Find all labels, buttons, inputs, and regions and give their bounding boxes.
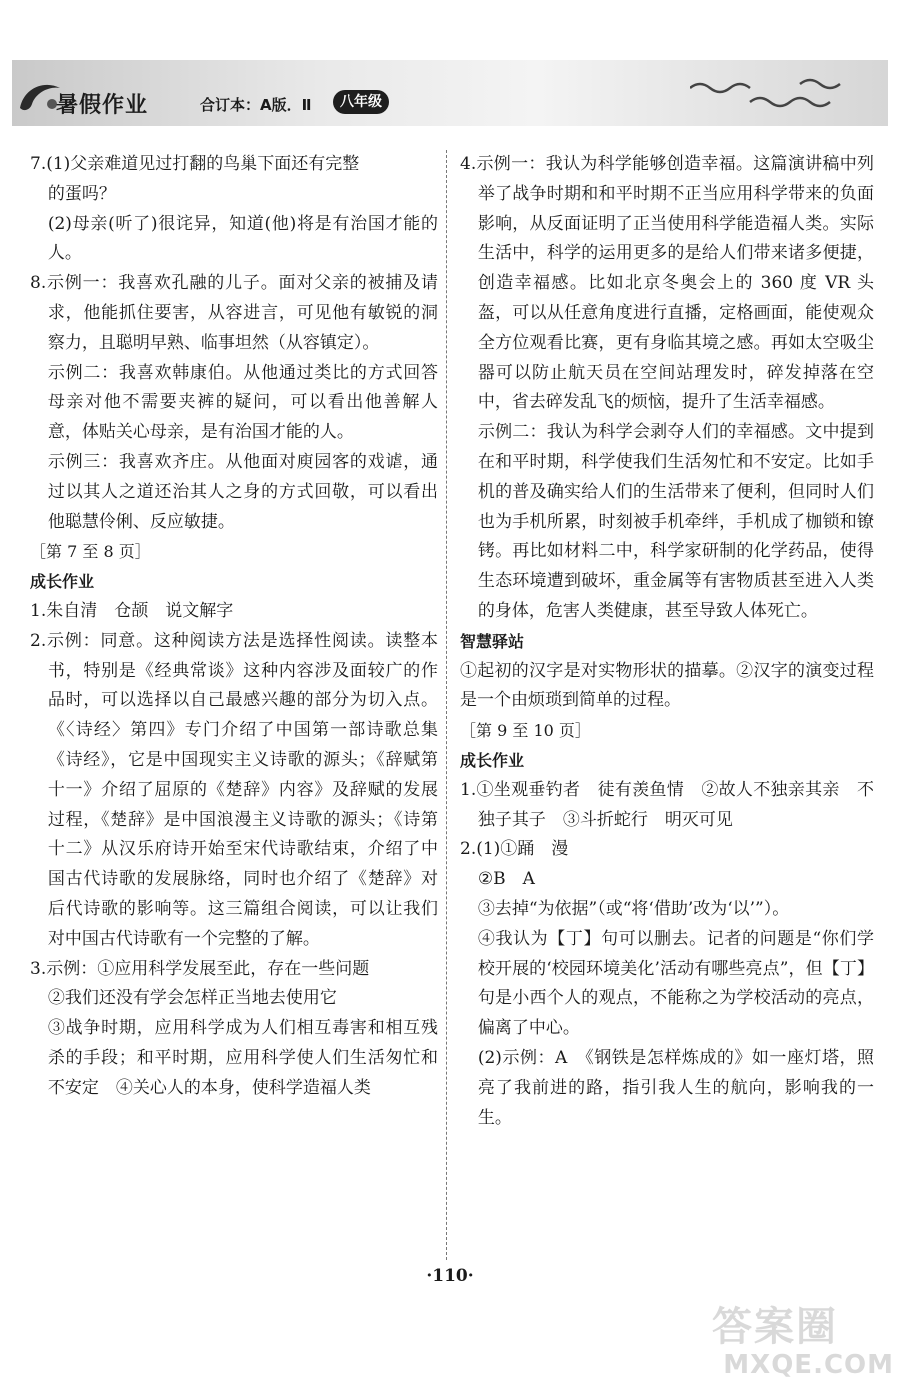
left-item3-line2: ②我们还没有学会怎样正当地去使用它 [47, 988, 337, 1009]
right-column [460, 150, 874, 1133]
workbook-brand-title: 暑假作业 [56, 93, 149, 118]
section-wisdom-heading: 智慧驿站 [460, 631, 525, 651]
wave-decoration-icon [690, 76, 870, 116]
q8-example2: 示例二：我喜欢韩康伯。从他通过类比的方式回答母亲对他不需要夹裤的疑问，可以看出他善解人意，体贴关心母亲，是有治国才能的人。 [47, 362, 438, 443]
right-item4-example1: 4.示例一：我认为科学能够创造幸福。这篇演讲稿中列举了战争时期和和平时期不正当应用科学带来的负面影响，从反面证明了正当使用科学能造福人类。实际生活中，科学的运用更多的是给人们带来诸多便捷，创造幸福感。比如北京冬奥会上的 360 度 VR 头盔，可以从任意角度进行直播，定格画面，能使观众全方位观看比赛，更有身临其境之感。再如太空吸尘器可以防止航天员在空间站理发时，碎发掉落在空中，省去碎发乱飞的烦恼，提升了生活幸福感。 [460, 154, 874, 413]
edition-label: 合订本：A版．Ⅱ [200, 96, 312, 114]
column-divider [446, 150, 447, 1260]
watermark-domain: MXQE.COM [723, 1350, 894, 1380]
q8-example3: 示例三：我喜欢齐庄。从他面对庾园客的戏谑，通过以其人之道还治其人之身的方式回敬，可以看出他聪慧伶俐、反应敏捷。 [47, 451, 438, 532]
left-item3-line1: 3.示例：①应用科学发展至此，存在一些问题 [30, 958, 370, 979]
right-item2-1-1: 2.(1)①踊 漫 [460, 839, 569, 860]
right-item2-1-2: ②B A [477, 869, 535, 890]
page-number: ·110· [426, 1266, 474, 1286]
page-ref-7-8: ［第 7 至 8 页］ [30, 542, 151, 562]
site-watermark [712, 1304, 894, 1384]
left-column [30, 150, 438, 1104]
section-growth-heading-2: 成长作业 [460, 750, 525, 770]
q7-part1-line2: 的蛋吗？ [47, 183, 116, 204]
grade-badge: 八年级 [333, 90, 389, 114]
right-item1: 1.①坐观垂钓者 徒有羡鱼情 ②故人不独亲其亲 不独子其子 ③斗折蛇行 明灭可见 [460, 779, 874, 830]
right-item4-example2: 示例二：我认为科学会剥夺人们的幸福感。文中提到在和平时期，科学使我们生活匆忙和不安定。比如手机的普及确实给人们的生活带来了便利，但同时人们也为手机所累，时刻被手机牵绊，手机成了枷锁和镣铐。再比如材料二中，科学家研制的化学药品，使得生态环境遭到破坏，重金属等有害物质甚至进入人类的身体，危害人类健康，甚至导致人体死亡。 [477, 422, 874, 621]
left-item1: 1.朱自清 仓颉 说文解字 [30, 600, 234, 621]
left-item3-line3: ③战争时期，应用科学成为人们相互毒害和相互残杀的手段；和平时期，应用科学使人们生活匆忙和不安定 ④关心人的本身，使科学造福人类 [47, 1018, 438, 1098]
right-item2-1-3: ③去掉“为依据”（或“将‘借助’改为‘以’”）。 [477, 898, 790, 919]
left-item2: 2.示例：同意。这种阅读方法是选择性阅读。读整本书，特别是《经典常谈》这种内容涉及面较广的作品时，可以选择以自己最感兴趣的部分为切入点。《〈诗经〉第四》专门介绍了中国第一部诗歌总集《诗经》，它是中国现实主义诗歌的源头；《辞赋第十一》介绍了屈原的《楚辞》内容》及辞赋的发展过程，《楚辞》是中国浪漫主义诗歌的源头；《诗第十二》从汉乐府诗开始至宋代诗歌结束，介绍了中国古代诗歌的发展脉络，同时也介绍了《楚辞》对后代诗歌的影响等。这三篇组合阅读，可以让我们对中国古代诗歌有一个完整的了解。 [30, 630, 438, 949]
wisdom-text: ①起初的汉字是对实物形状的描摹。②汉字的演变过程是一个由烦琐到简单的过程。 [460, 660, 874, 711]
right-item2-2: (2)示例：A 《钢铁是怎样炼成的》如一座灯塔，照亮了我前进的路，指引我人生的航向，影响我的一生。 [477, 1047, 874, 1128]
page-ref-9-10: ［第 9 至 10 页］ [460, 721, 591, 741]
right-item2-1-4: ④我认为【丁】句可以删去。记者的问题是“你们学校开展的‘校园环境美化’活动有哪些亮点”，但【丁】句是小西个人的观点，不能称之为学校活动的亮点，偏离了中心。 [477, 928, 874, 1039]
q7-part1-line1: 7.(1)父亲难道见过打翻的鸟巢下面还有完整 [30, 154, 360, 174]
q8-example1: 8.示例一：我喜欢孔融的儿子。面对父亲的被捕及请求，他能抓住要害，从容进言，可见他有敏锐的洞察力，且聪明早熟、临事坦然（从容镇定）。 [30, 273, 438, 353]
section-growth-heading: 成长作业 [30, 572, 95, 592]
watermark-title: 答案圈 [712, 1304, 838, 1350]
q7-part2: (2)母亲(听了)很诧异，知道(他)将是有治国才能的人。 [47, 213, 438, 264]
